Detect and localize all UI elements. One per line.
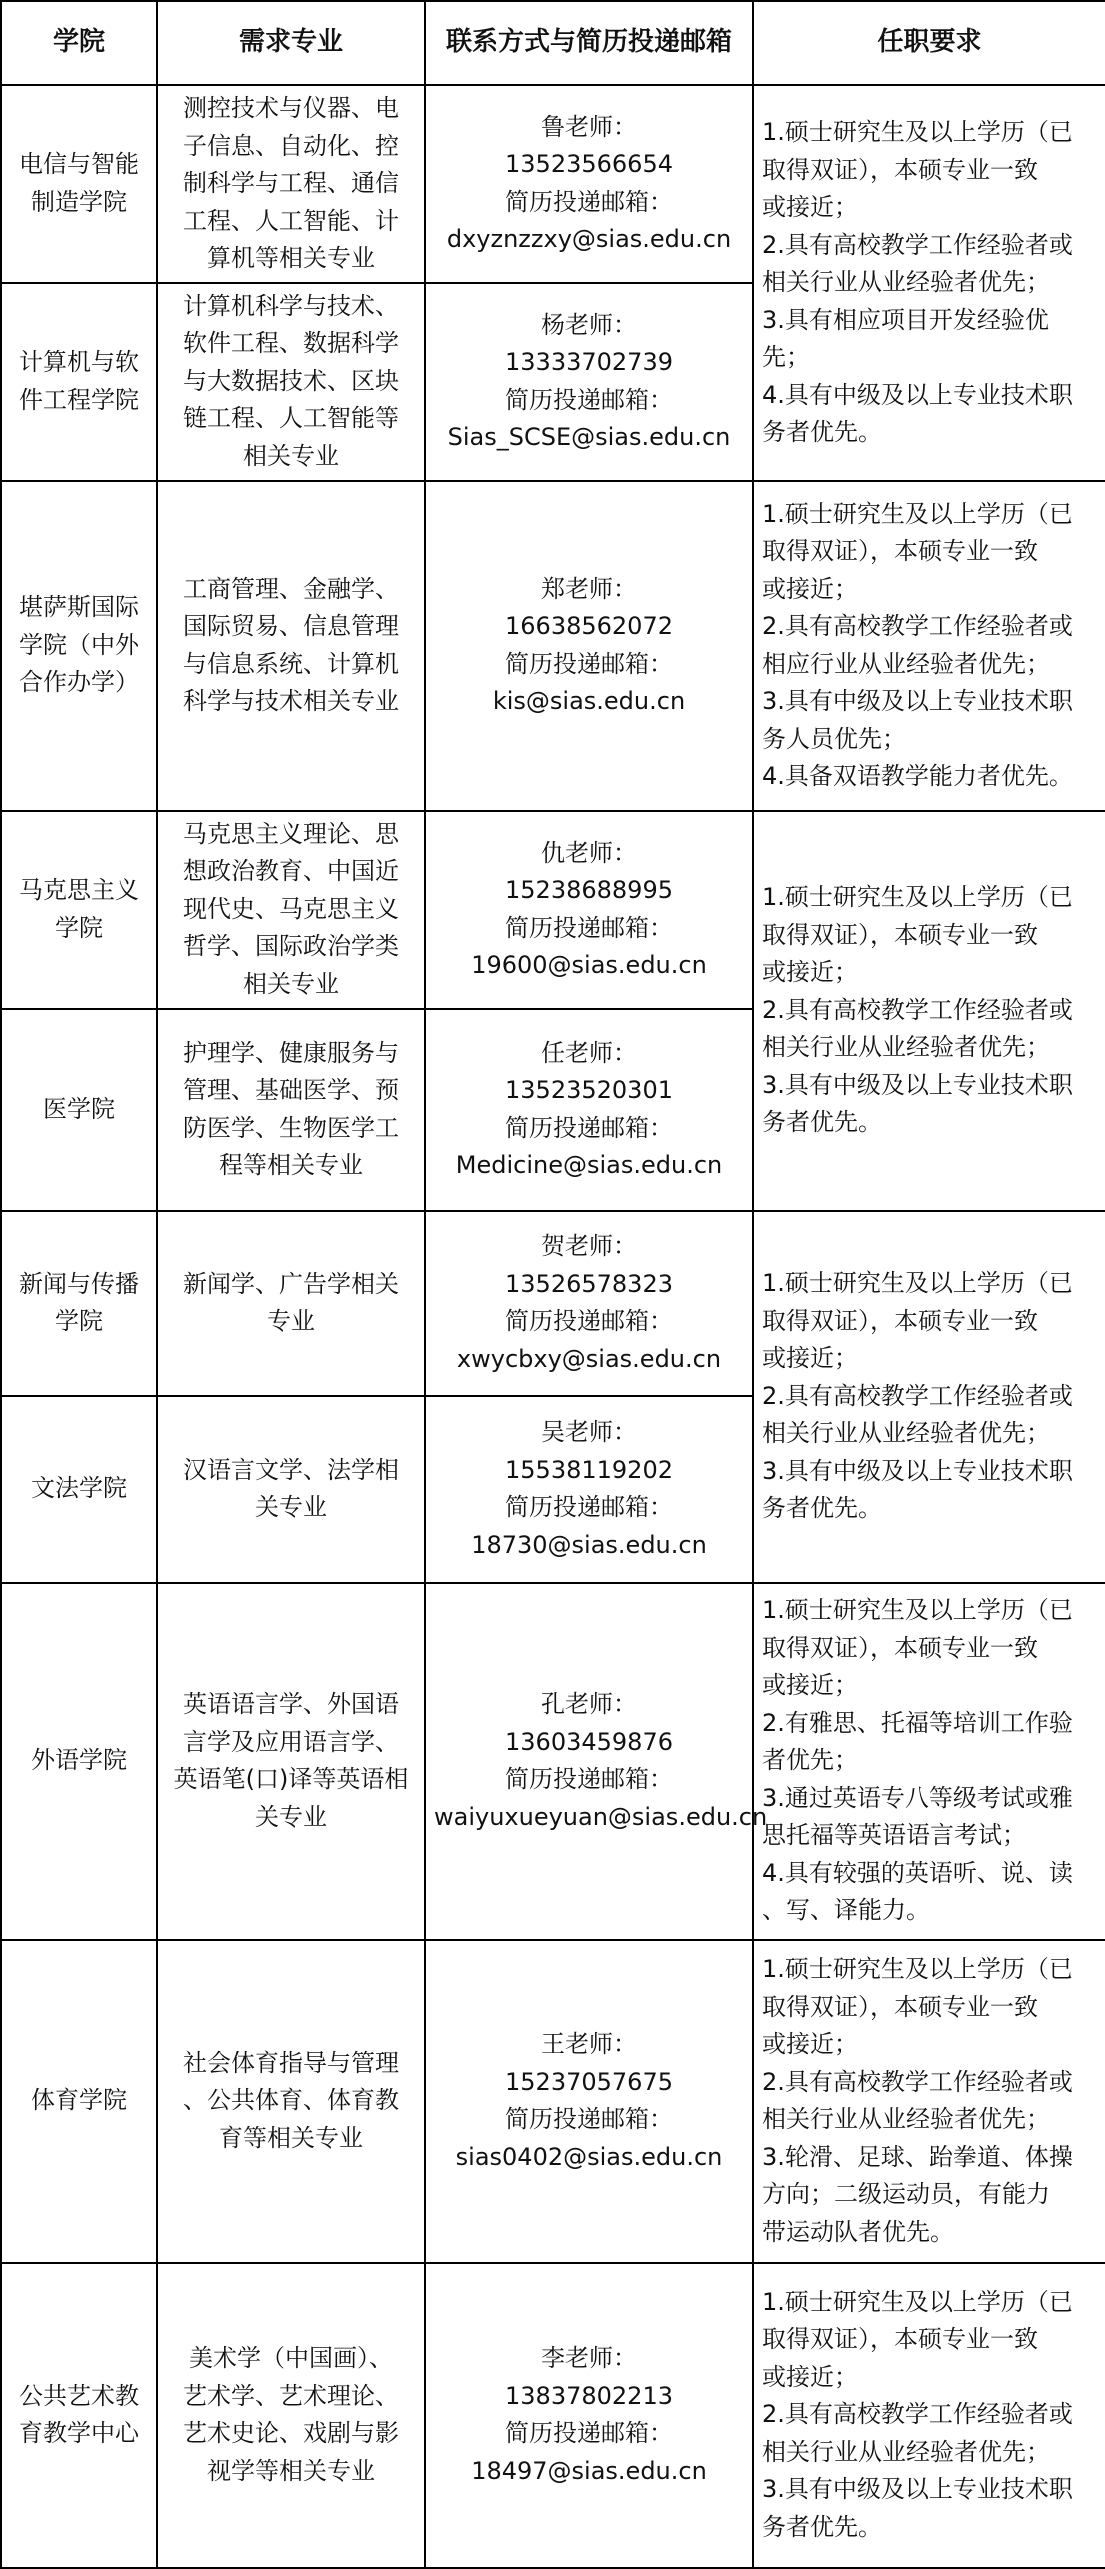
text-line: 3.轮滑、足球、跆拳道、体操 <box>762 2142 1073 2171</box>
text-line: 务人员优先； <box>762 724 906 753</box>
text-line: 相应行业从业经验者优先； <box>762 649 1050 678</box>
text-line: 3.具有中级及以上专业技术职 <box>762 1070 1073 1099</box>
text-line: 方向；二级运动员，有能力 <box>762 2180 1050 2208</box>
text-line: 务者优先。 <box>762 1108 882 1137</box>
header-requirements: 任职要求 <box>753 1 1105 85</box>
text-line: 外语学院 <box>31 1746 127 1775</box>
text-line: 、写、译能力。 <box>762 1896 930 1925</box>
text-line: 相关行业从业经验者优先； <box>762 268 1050 296</box>
text-line: 务者优先。 <box>762 418 882 446</box>
major-cell <box>157 811 425 1009</box>
text-line: 15238688995 <box>505 876 673 904</box>
text-line: 先； <box>762 343 810 371</box>
contact-cell <box>425 2263 753 2568</box>
text-line: 郑老师： <box>541 574 637 603</box>
requirements-cell <box>753 1583 1105 1940</box>
text-line: 相关行业从业经验者优先； <box>762 2437 1050 2466</box>
major-cell <box>157 481 425 811</box>
college-cell <box>1 2263 157 2568</box>
text-line: 或接近； <box>762 2030 858 2058</box>
text-line: 1.硕士研究生及以上学历（已 <box>762 2287 1073 2316</box>
text-line: 取得双证），本硕专业一致 <box>762 2325 1038 2354</box>
text-line: 合作办学） <box>19 668 139 697</box>
text-line: 简历投递邮箱： <box>505 1765 673 1793</box>
text-line: 科学与技术相关专业 <box>183 687 399 715</box>
requirements-cell <box>753 2263 1105 2568</box>
text-line: 简历投递邮箱： <box>505 1113 673 1142</box>
text-line: 或接近； <box>762 1344 858 1373</box>
text-line: 子信息、自动化、控 <box>183 131 399 160</box>
text-line: 马克思主义理论、思 <box>183 819 399 848</box>
text-line: 制科学与工程、通信 <box>183 169 399 197</box>
text-line: 程等相关专业 <box>219 1151 363 1179</box>
table-row <box>1 1211 1105 1396</box>
text-line: 医学院 <box>43 1094 115 1123</box>
major-cell <box>157 2263 425 2568</box>
table-row <box>1 85 1105 283</box>
header-row <box>1 1 1105 85</box>
text-line: 者优先； <box>762 1746 858 1775</box>
text-line: 体育学院 <box>31 2086 127 2115</box>
text-line: 新闻与传播 <box>19 1269 139 1298</box>
text-line: 算机等相关专业 <box>207 244 375 272</box>
text-line: 带运动队者优先。 <box>762 2217 954 2246</box>
table-row <box>1 2263 1105 2568</box>
text-line: 1.硕士研究生及以上学历（已 <box>762 1955 1073 1983</box>
text-line: 简历投递邮箱： <box>505 649 673 678</box>
text-line: 测控技术与仪器、电 <box>183 94 399 122</box>
text-line: 软件工程、数据科学 <box>183 329 399 358</box>
text-line: 杨老师： <box>541 310 637 339</box>
text-line: 视学等相关专业 <box>207 2456 375 2485</box>
text-line: 管理、基础医学、预 <box>183 1076 399 1104</box>
text-line: 19600@sias.edu.cn <box>471 951 707 979</box>
text-line: Sias_SCSE@sias.edu.cn <box>447 423 731 451</box>
text-line: 文法学院 <box>31 1474 127 1503</box>
text-line: 或接近； <box>762 958 858 987</box>
text-line: 社会体育指导与管理 <box>183 2048 399 2077</box>
text-line: 英语语言学、外国语 <box>183 1690 399 1718</box>
college-cell <box>1 1396 157 1583</box>
text-line: 简历投递邮箱： <box>505 913 673 942</box>
contact-cell <box>425 481 753 811</box>
college-cell <box>1 1583 157 1940</box>
text-line: 3.具有中级及以上专业技术职 <box>762 1456 1073 1485</box>
text-line: 18497@sias.edu.cn <box>471 2456 707 2485</box>
text-line: 简历投递邮箱： <box>505 1493 673 1521</box>
text-line: 现代史、马克思主义 <box>183 894 399 923</box>
header-college: 学院 <box>1 1 157 85</box>
college-cell <box>1 283 157 481</box>
text-line: 13333702739 <box>505 348 673 376</box>
contact-cell <box>425 283 753 481</box>
major-cell <box>157 1211 425 1396</box>
text-line: 13523566654 <box>505 150 673 179</box>
text-line: 简历投递邮箱： <box>505 385 673 414</box>
text-line: 计算机与软 <box>19 348 139 376</box>
text-line: 取得双证），本硕专业一致 <box>762 920 1038 949</box>
contact-cell <box>425 1583 768 1940</box>
text-line: 孔老师： <box>541 1690 637 1718</box>
text-line: 制造学院 <box>31 187 127 216</box>
text-line: 计算机科学与技术、 <box>183 291 399 320</box>
text-line: 1.硕士研究生及以上学历（已 <box>762 118 1073 146</box>
text-line: 吴老师： <box>541 1418 637 1446</box>
text-line: 取得双证），本硕专业一致 <box>762 1633 1038 1662</box>
header-contact: 联系方式与简历投递邮箱 <box>425 1 753 85</box>
text-line: 15237057675 <box>505 2067 673 2096</box>
text-line: 任老师： <box>541 1038 637 1067</box>
text-line: 贺老师： <box>541 1232 637 1260</box>
text-line: 链工程、人工智能等 <box>183 404 399 433</box>
college-cell <box>1 1009 157 1211</box>
text-line: kis@sias.edu.cn <box>492 687 686 715</box>
text-line: 2.具有高校教学工作经验者或 <box>762 612 1073 640</box>
contact-cell <box>425 1009 753 1211</box>
text-line: 13526578323 <box>505 1269 673 1298</box>
text-line: 哲学、国际政治学类 <box>183 932 399 961</box>
text-line: dxyznzzxy@sias.edu.cn <box>446 225 732 254</box>
text-line: 或接近； <box>762 2362 858 2391</box>
text-line: 工商管理、金融学、 <box>183 574 399 603</box>
text-line: 或接近； <box>762 1671 858 1700</box>
contact-cell <box>425 1940 753 2263</box>
text-line: 2.具有高校教学工作经验者或 <box>762 230 1073 259</box>
text-line: 英语笔(口)译等英语相 <box>173 1765 409 1793</box>
text-line: 3.具有中级及以上专业技术职 <box>762 687 1073 715</box>
text-line: 艺术学、艺术理论、 <box>183 2381 399 2410</box>
text-line: 相关行业从业经验者优先； <box>762 1419 1050 1448</box>
text-line: 1.硕士研究生及以上学历（已 <box>762 1269 1073 1298</box>
text-line: 2.具有高校教学工作经验者或 <box>762 995 1073 1024</box>
text-line: 取得双证），本硕专业一致 <box>762 1992 1038 2021</box>
text-line: 16638562072 <box>505 612 673 640</box>
text-line: 简历投递邮箱： <box>505 1307 673 1335</box>
text-line: 18730@sias.edu.cn <box>471 1530 707 1559</box>
text-line: 堪萨斯国际 <box>19 593 139 622</box>
major-cell <box>157 283 425 481</box>
text-line: 育教学中心 <box>19 2419 139 2447</box>
text-line: 2.具有高校教学工作经验者或 <box>762 1381 1073 1410</box>
text-line: 想政治教育、中国近 <box>183 857 399 886</box>
text-line: 相关行业从业经验者优先； <box>762 1033 1050 1062</box>
text-line: 护理学、健康服务与 <box>183 1038 399 1067</box>
text-line: 务者优先。 <box>762 1494 882 1523</box>
college-cell <box>1 1940 157 2263</box>
text-line: 关专业 <box>255 1493 327 1521</box>
text-line: 简历投递邮箱： <box>505 2419 673 2447</box>
text-line: Medicine@sias.edu.cn <box>455 1151 723 1179</box>
text-line: 取得双证），本硕专业一致 <box>762 537 1038 565</box>
requirements-cell <box>753 811 1105 1211</box>
contact-cell <box>425 811 753 1009</box>
text-line: 王老师： <box>541 2030 637 2058</box>
text-line: 相关专业 <box>243 441 339 470</box>
text-line: 、公共体育、体育教 <box>183 2086 399 2115</box>
text-line: 件工程学院 <box>19 385 139 414</box>
text-line: 专业 <box>267 1307 315 1335</box>
text-line: 1.硕士研究生及以上学历（已 <box>762 883 1073 912</box>
text-line: 育等相关专业 <box>219 2123 363 2152</box>
requirements-cell <box>753 85 1105 481</box>
text-line: 4.具备双语教学能力者优先。 <box>762 762 1073 790</box>
text-line: 学院 <box>55 913 103 942</box>
text-line: 思托福等英语语言考试； <box>762 1821 1026 1850</box>
text-line: 学院 <box>55 1307 103 1335</box>
text-line: 4.具有较强的英语听、说、读 <box>762 1858 1073 1887</box>
text-line: 13523520301 <box>505 1076 673 1104</box>
text-line: 3.具有中级及以上专业技术职 <box>762 2475 1073 2504</box>
contact-cell <box>425 1211 753 1396</box>
table-row <box>1 1940 1105 2263</box>
text-line: 2.具有高校教学工作经验者或 <box>762 2067 1073 2096</box>
header-major: 需求专业 <box>157 1 425 85</box>
text-line: 或接近； <box>762 193 858 221</box>
table-body <box>1 85 1105 2568</box>
text-line: 或接近； <box>762 574 858 603</box>
text-line: 新闻学、广告学相关 <box>183 1269 399 1298</box>
college-cell <box>1 85 157 283</box>
college-cell <box>1 481 157 811</box>
text-line: 3.通过英语专八等级考试或雅 <box>762 1783 1073 1812</box>
table-row <box>1 811 1105 1009</box>
text-line: 1.硕士研究生及以上学历（已 <box>762 499 1073 528</box>
text-line: 工程、人工智能、计 <box>183 206 399 235</box>
requirements-cell <box>753 1211 1105 1583</box>
text-line: 李老师： <box>541 2344 637 2372</box>
text-line: 艺术史论、戏剧与影 <box>183 2419 399 2447</box>
text-line: 学院（中外 <box>19 630 139 659</box>
text-line: 电信与智能 <box>19 150 139 179</box>
text-line: 2.具有高校教学工作经验者或 <box>762 2400 1073 2429</box>
major-cell <box>157 1009 425 1211</box>
text-line: 国际贸易、信息管理 <box>183 612 399 640</box>
table-row <box>1 481 1105 811</box>
text-line: 13837802213 <box>505 2381 673 2410</box>
text-line: 13603459876 <box>505 1727 673 1756</box>
table-row <box>1 1583 1105 1940</box>
college-cell <box>1 1211 157 1396</box>
text-line: 15538119202 <box>505 1455 673 1484</box>
text-line: 公共艺术教 <box>19 2381 139 2410</box>
text-line: 美术学（中国画）、 <box>189 2344 393 2372</box>
requirements-cell <box>753 481 1105 811</box>
text-line: 3.具有相应项目开发经验优 <box>762 305 1049 334</box>
text-line: 言学及应用语言学、 <box>183 1727 399 1756</box>
text-line: 4.具有中级及以上专业技术职 <box>762 380 1073 409</box>
text-line: 关专业 <box>255 1802 327 1831</box>
contact-cell <box>425 1396 753 1583</box>
text-line: sias0402@sias.edu.cn <box>455 2142 723 2171</box>
text-line: 简历投递邮箱： <box>505 187 673 216</box>
text-line: 防医学、生物医学工 <box>183 1113 399 1142</box>
text-line: 汉语言文学、法学相 <box>183 1455 399 1484</box>
text-line: 相关专业 <box>243 969 339 998</box>
text-line: 仇老师： <box>541 838 637 867</box>
text-line: 马克思主义 <box>19 876 139 904</box>
contact-cell <box>425 85 753 283</box>
major-cell <box>157 85 425 283</box>
text-line: 相关行业从业经验者优先； <box>762 2105 1050 2133</box>
text-line: 鲁老师： <box>541 112 637 141</box>
text-line: 2.有雅思、托福等培训工作验 <box>762 1708 1073 1737</box>
text-line: 与大数据技术、区块 <box>183 366 399 395</box>
text-line: 取得双证），本硕专业一致 <box>762 1306 1038 1335</box>
text-line: 1.硕士研究生及以上学历（已 <box>762 1596 1073 1625</box>
text-line: 简历投递邮箱： <box>505 2105 673 2133</box>
major-cell <box>157 1583 425 1940</box>
text-line: waiyuxueyuan@sias.edu.cn <box>434 1802 768 1831</box>
requirements-cell <box>753 1940 1105 2263</box>
text-line: 务者优先。 <box>762 2512 882 2541</box>
text-line: xwycbxy@sias.edu.cn <box>456 1344 722 1373</box>
text-line: 与信息系统、计算机 <box>183 649 399 678</box>
major-cell <box>157 1940 425 2263</box>
college-cell <box>1 811 157 1009</box>
major-cell <box>157 1396 425 1583</box>
text-line: 取得双证），本硕专业一致 <box>762 155 1038 184</box>
